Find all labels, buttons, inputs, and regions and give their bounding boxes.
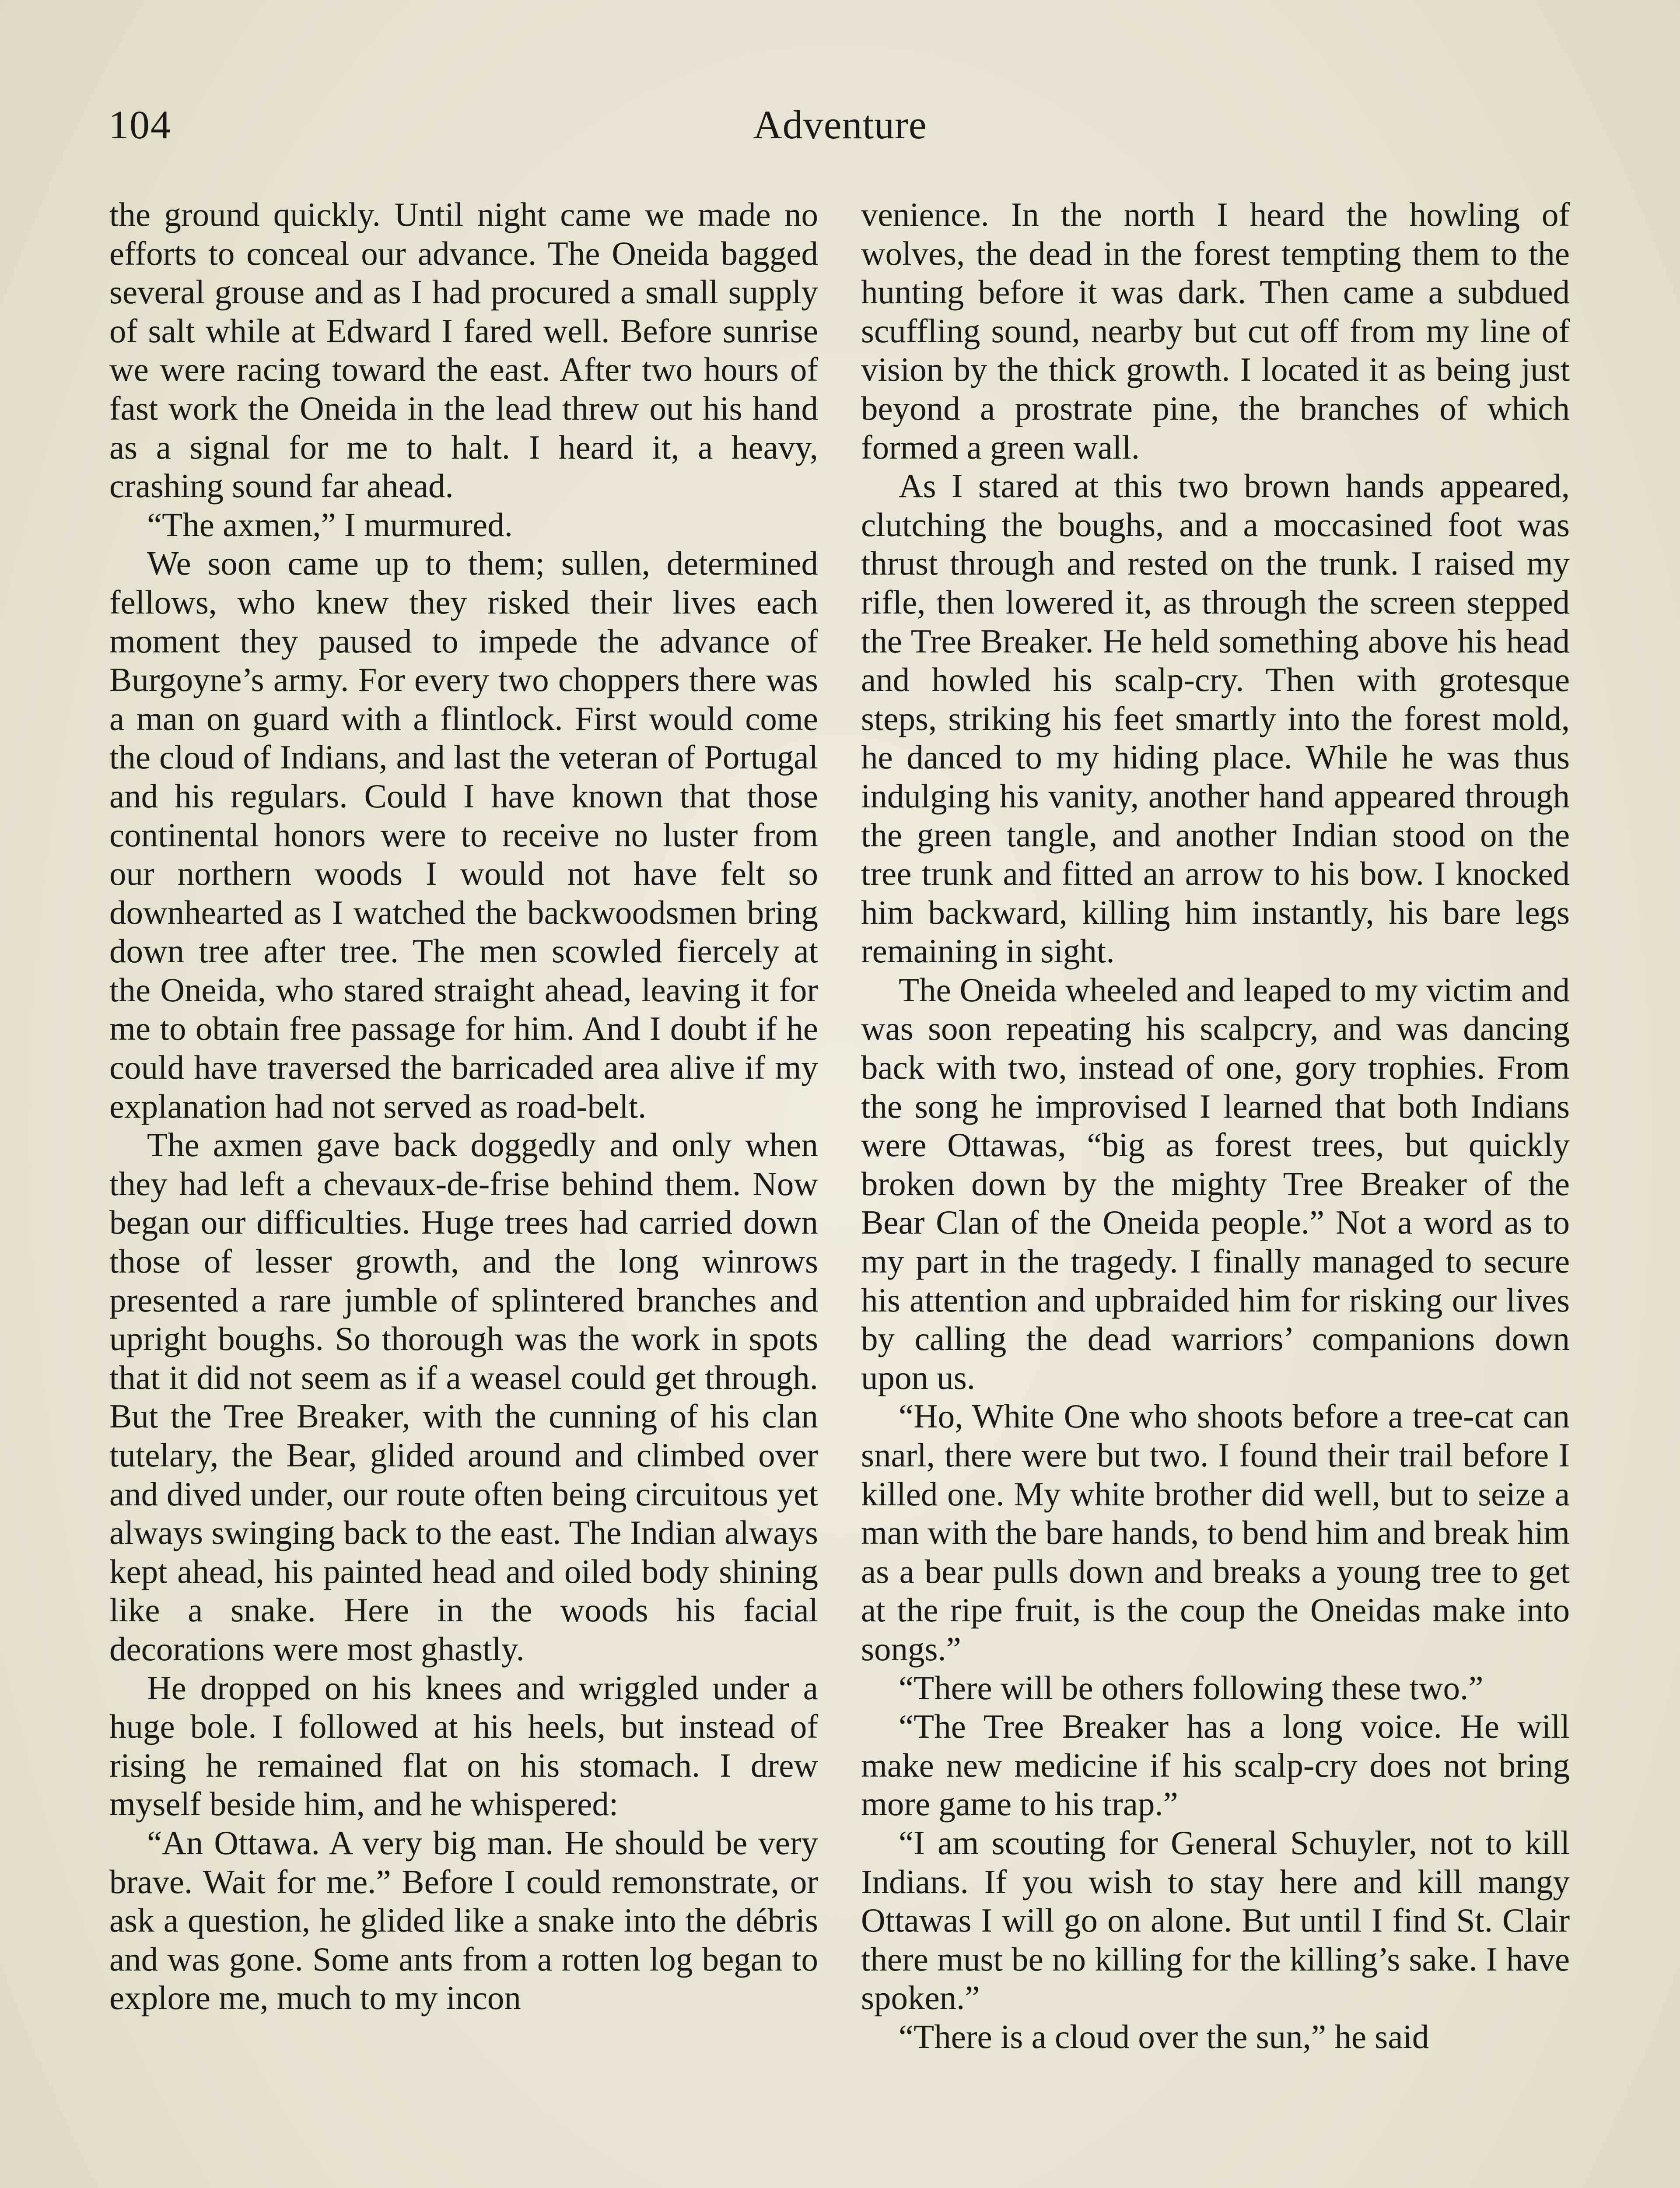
paragraph: “I am scouting for General Schuyler, not to kill Indians. If you wish to stay here and kill mangy Ottawas I will go on alone. But until I find St. Clair there must be no killing for the killing’s sake. I have spoken.” (861, 1823, 1570, 2017)
paragraph: The axmen gave back doggedly and only when they had left a chevaux-de-frise behind them. Now began our difficulties. Huge trees had carried down those of lesser growth, and the long winrows presented a rare jumble of splintered branches and upright boughs. So thorough was the work in spots that it did not seem as if a weasel could get through. But the Tree Breaker, with the cunning of his clan tutelary, the Bear, glided around and climbed over and dived under, our route often being circuitous yet always swinging back to the east. The Indian always kept ahead, his painted head and oiled body shining like a snake. Here in the woods his facial decorations were most ghastly. (109, 1126, 818, 1668)
paragraph: “There is a cloud over the sun,” he said (899, 2017, 1429, 2055)
paragraph: “An Ottawa. A very big man. He should be very brave. Wait for me.” Before I could remonstrate, or ask a question, he glided like a snake into the débris and was gone. Some ants from a rotten log began to explore me, much to my incon (109, 1823, 818, 2017)
paragraph: venience. In the north I heard the howling of wolves, the dead in the forest tempting them to the hunting before it was dark. Then came a subdued scuffling sound, nearby but cut off from my line of vision by the thick growth. I located it as being just beyond a prostrate pine, the branches of which formed a green wall. (861, 196, 1570, 466)
paragraph: the ground quickly. Until night came we made no efforts to conceal our advance. The Oneida bagged several grouse and as I had procured a small supply of salt while at Edward I fared well. Before sunrise we were racing toward the east. After two hours of fast work the Oneida in the lead threw out his hand as a signal for me to halt. I heard it, a heavy, crashing sound far ahead. (109, 196, 818, 505)
paragraph: We soon came up to them; sullen, determined fellows, who knew they risked their lives each moment they paused to impede the advance of Burgoyne’s army. For every two choppers there was a man on guard with a flintlock. First would come the cloud of Indians, and last the veteran of Portugal and his regulars. Could I have known that those continental honors were to receive no luster from our northern woods I would not have felt so downhearted as I watched the backwoodsmen bring down tree after tree. The men scowled fiercely at the Oneida, who stared straight ahead, leaving it for me to obtain free passage for him. And I doubt if he could have traversed the barricaded area alive if my explanation had not served as road-belt. (109, 544, 818, 1125)
paragraph: “The axmen,” I murmured. (147, 505, 513, 543)
running-title: Adventure (753, 102, 927, 147)
paragraph: “Ho, White One who shoots before a tree-cat can snarl, there were but two. I found their trail before I killed one. My white brother did well, but to seize a man with the bare hands, to bend him and break him as a bear pulls down and breaks a young tree to get at the ripe fruit, is the coup the Oneidas make into songs.” (861, 1397, 1570, 1668)
page-number: 104 (108, 102, 172, 147)
page-header (108, 98, 1572, 151)
paragraph: As I stared at this two brown hands appeared, clutching the boughs, and a moccasined foot was thrust through and rested on the trunk. I raised my rifle, then lowered it, as through the screen stepped the Tree Breaker. He held something above his head and howled his scalp-cry. Then with grotesque steps, striking his feet smartly into the forest mold, he danced to my hiding place. While he was thus indulging his vanity, another hand appeared through the green tangle, and another Indian stood on the tree trunk and fitted an arrow to his bow. I knocked him backward, killing him instantly, his bare legs remaining in sight. (861, 467, 1570, 970)
paragraph: “There will be others following these two.” (899, 1669, 1484, 1707)
paragraph: “The Tree Breaker has a long voice. He will make new medicine if his scalp-cry does not bring more game to his trap.” (861, 1708, 1570, 1823)
paragraph: He dropped on his knees and wriggled under a huge bole. I followed at his heels, but instead of rising he remained flat on his stomach. I drew myself beside him, and he whispered: (109, 1669, 818, 1823)
right-column (861, 195, 1570, 2056)
paragraph: The Oneida wheeled and leaped to my victim and was soon repeating his scalpcry, and was dancing back with two, instead of one, gory trophies. From the song he improvised I learned that both Indians were Ottawas, “big as forest trees, but quickly broken down by the mighty Tree Breaker of the Bear Clan of the Oneida people.” Not a word as to my part in the tragedy. I finally managed to secure his attention and upbraided him for risking our lives by calling the dead warriors’ companions down upon us. (861, 971, 1570, 1396)
left-column (109, 195, 818, 2017)
